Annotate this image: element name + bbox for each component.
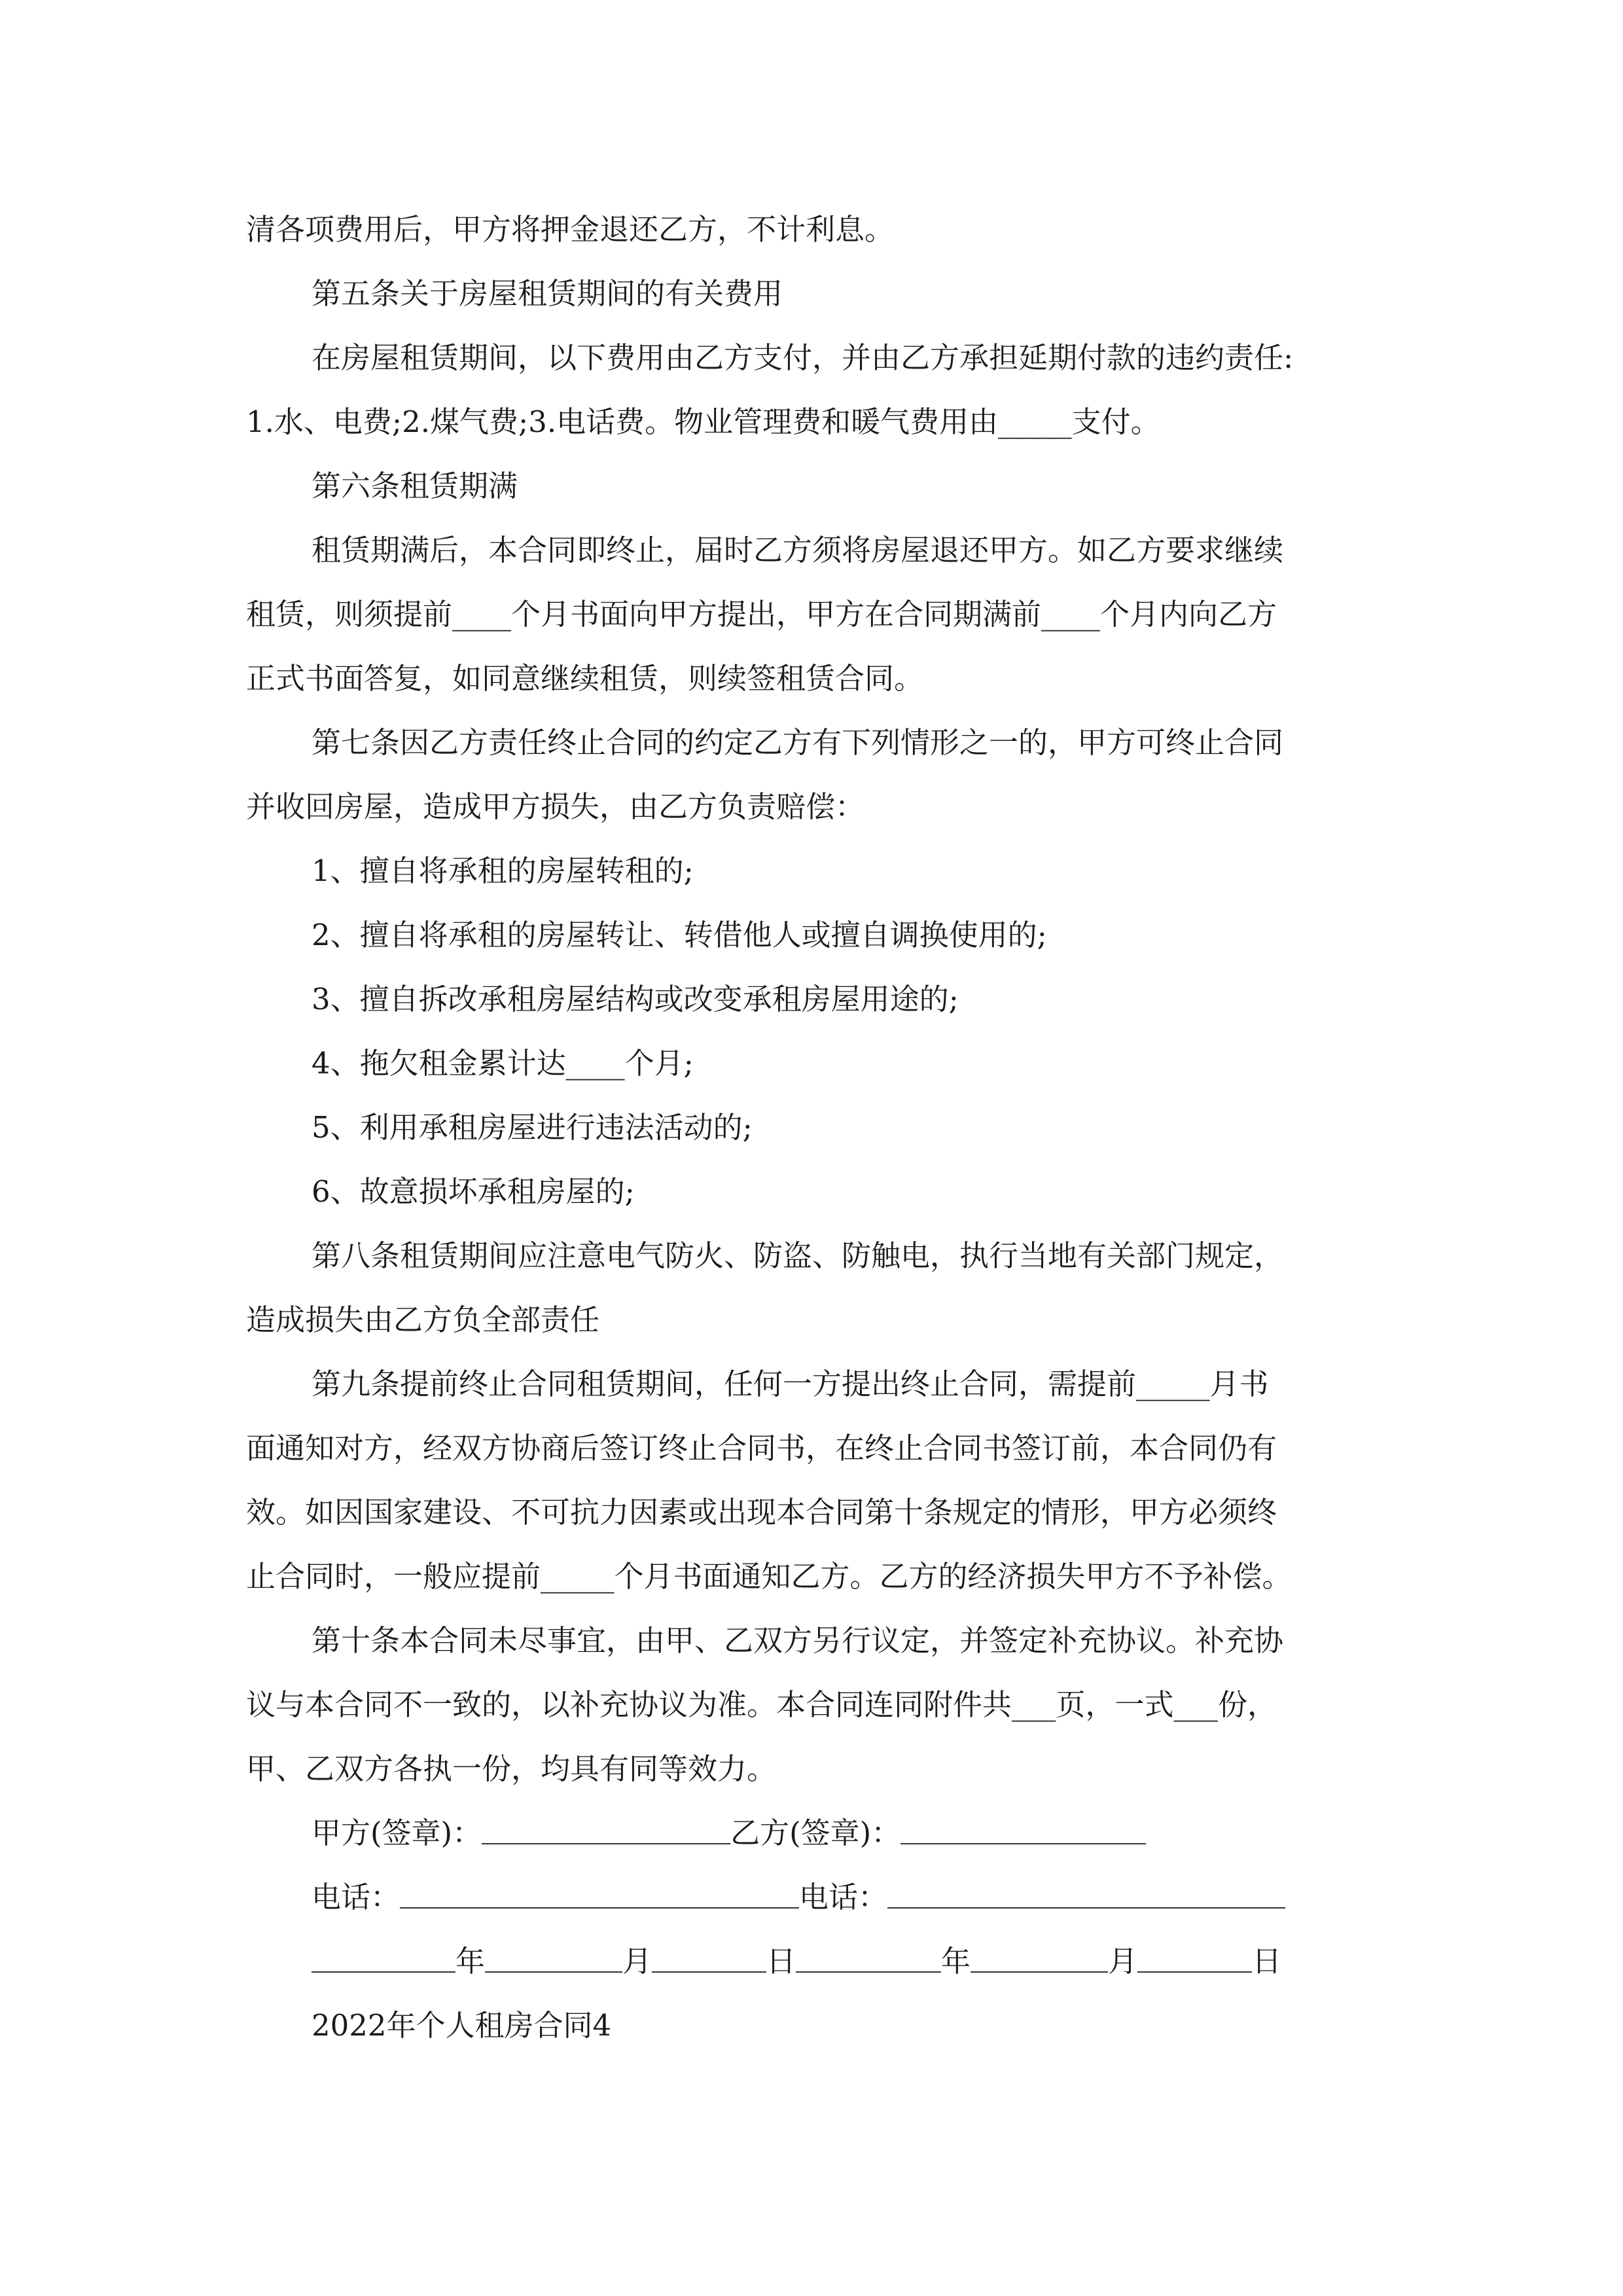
list-item: 4、拖欠租金累计达____个月; <box>312 1046 694 1081</box>
party-b-label: 乙方(签章)： <box>730 1816 901 1850</box>
list-item: 2、擅自将承租的房屋转让、转借他人或擅自调换使用的; <box>312 918 1047 952</box>
month-unit: 月 <box>622 1944 652 1979</box>
text-line: 租赁，则须提前____个月书面向甲方提出，甲方在合同期满前____个月内向乙方 <box>246 597 1277 632</box>
year-unit: 年 <box>455 1944 486 1979</box>
phone-a-blank <box>400 1907 799 1909</box>
list-item: 1、擅自将承租的房屋转租的; <box>312 853 694 888</box>
section-heading: 第七条因乙方责任终止合同的约定乙方有下列情形之一的，甲方可终止合同 <box>312 725 1284 760</box>
text-line: 租赁期满后，本合同即终止，届时乙方须将房屋退还甲方。如乙方要求继续 <box>312 533 1284 567</box>
day-unit: 日 <box>1252 1944 1282 1979</box>
text-line: 造成损失由乙方负全部责任 <box>246 1302 600 1337</box>
signature-row <box>246 1801 1380 1865</box>
text-line: 1.水、电费;2.煤气费;3.电话费。物业管理费和暖气费用由_____支付。 <box>246 404 1160 439</box>
text-line: 清各项费用后，甲方将押金退还乙方，不计利息。 <box>246 212 895 247</box>
list-item: 6、故意损坏承租房屋的; <box>312 1174 635 1209</box>
phone-row <box>246 1865 1380 1929</box>
document-body <box>246 198 1380 2058</box>
party-b-day-blank <box>1137 1971 1252 1973</box>
phone-b-blank <box>887 1907 1285 1909</box>
section-heading: 第八条租赁期间应注意电气防火、防盗、防触电，执行当地有关部门规定， <box>312 1238 1284 1273</box>
text-line: 面通知对方，经双方协商后签订终止合同书，在终止合同书签订前，本合同仍有 <box>246 1431 1277 1465</box>
phone-a-label: 电话： <box>312 1880 401 1914</box>
party-a-year-blank <box>312 1971 455 1973</box>
list-item: 5、利用承租房屋进行违法活动的; <box>312 1110 753 1145</box>
party-b-signature-blank <box>901 1842 1146 1844</box>
month-unit: 月 <box>1108 1944 1138 1979</box>
text-line: 效。如因国家建设、不可抗力因素或出现本合同第十条规定的情形，甲方必须终 <box>246 1495 1277 1530</box>
text-line: 止合同时，一般应提前_____个月书面通知乙方。乙方的经济损失甲方不予补偿。 <box>246 1559 1292 1594</box>
list-item: 3、擅自拆改承租房屋结构或改变承租房屋用途的; <box>312 982 959 1016</box>
text-line: 甲、乙双方各执一份，均具有同等效力。 <box>246 1751 777 1786</box>
text-line: 并收回房屋，造成甲方损失，由乙方负责赔偿： <box>246 789 865 824</box>
day-unit: 日 <box>766 1944 796 1979</box>
phone-b-label: 电话： <box>799 1880 888 1914</box>
section-heading: 第六条租赁期满 <box>312 469 518 503</box>
party-b-month-blank <box>971 1971 1108 1973</box>
section-heading: 第五条关于房屋租赁期间的有关费用 <box>312 276 783 311</box>
next-document-title: 2022年个人租房合同4 <box>312 2008 612 2043</box>
party-a-signature-blank <box>482 1842 730 1844</box>
text-line: 正式书面答复，如同意继续租赁，则续签租赁合同。 <box>246 661 924 696</box>
section-heading: 第十条本合同未尽事宜，由甲、乙双方另行议定，并签定补充协议。补充协 <box>312 1623 1284 1658</box>
party-a-label: 甲方(签章)： <box>312 1816 482 1850</box>
party-a-day-blank <box>652 1971 766 1973</box>
party-b-year-blank <box>796 1971 941 1973</box>
text-line: 议与本合同不一致的，以补充协议为准。本合同连同附件共___页，一式___份， <box>246 1687 1277 1722</box>
year-unit: 年 <box>941 1944 971 1979</box>
section-heading: 第九条提前终止合同租赁期间，任何一方提出终止合同，需提前_____月书 <box>312 1367 1269 1401</box>
text-line: 在房屋租赁期间，以下费用由乙方支付，并由乙方承担延期付款的违约责任: <box>312 340 1294 375</box>
date-row <box>246 1929 1380 1994</box>
party-a-month-blank <box>485 1971 622 1973</box>
